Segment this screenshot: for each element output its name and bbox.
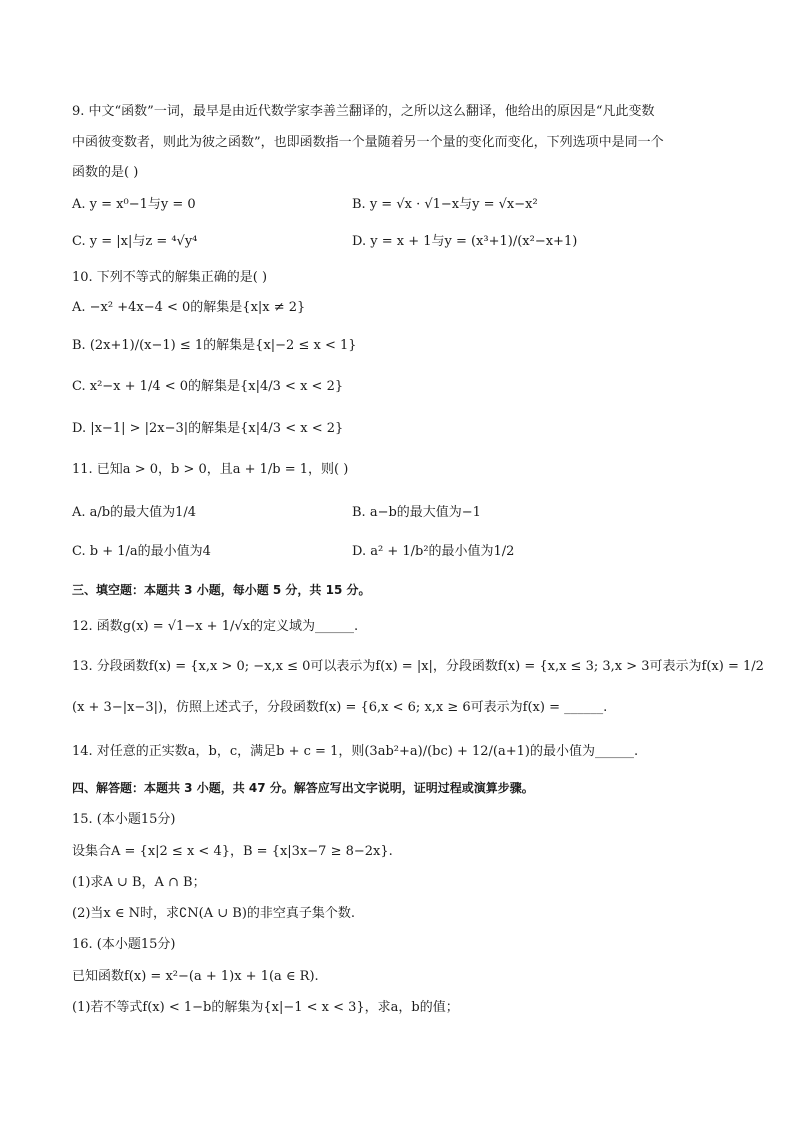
q15-head: 15. (本小题15分) — [72, 812, 176, 827]
q15-part2: (2)当x ∈ N时，求∁N(A ∪ B)的非空真子集个数. — [72, 906, 356, 921]
q9-option-b: B. y = √x · √1−x与y = √x−x² — [352, 197, 538, 212]
q13-line2: (x + 3−|x−3|)，仿照上述式子，分段函数f(x) = {6,x < 6; x,x ≥ 6可表示为f(x) = ______. — [72, 700, 608, 715]
q16-part1: (1)若不等式f(x) < 1−b的解集为{x|−1 < x < 3}，求a，b的值； — [72, 1000, 459, 1015]
q16-stem: 已知函数f(x) = x²−(a + 1)x + 1(a ∈ R). — [72, 969, 319, 984]
q12-text: 12. 函数g(x) = √1−x + 1/√x的定义域为______. — [72, 619, 359, 634]
q10-stem: 10. 下列不等式的解集正确的是( ) — [72, 270, 268, 285]
q10-option-c: C. x²−x + 1/4 < 0的解集是{x|4/3 < x < 2} — [72, 379, 344, 394]
q9-option-a: A. y = x⁰−1与y = 0 — [72, 197, 196, 212]
q16-head: 16. (本小题15分) — [72, 937, 176, 952]
q10-option-d: D. |x−1| > |2x−3|的解集是{x|4/3 < x < 2} — [72, 421, 344, 436]
section-solutions: 四、解答题：本题共 3 小题，共 47 分。解答应写出文字说明，证明过程或演算步骤。 — [72, 781, 534, 795]
q9-line2: 中函彼变数者，则此为彼之函数”，也即函数指一个量随着另一个量的变化而变化，下列选项中是同一个 — [72, 135, 664, 150]
q11-stem: 11. 已知a > 0，b > 0，且a + 1/b = 1，则( ) — [72, 462, 349, 477]
q10-option-b: B. (2x+1)/(x−1) ≤ 1的解集是{x|−2 ≤ x < 1} — [72, 338, 357, 353]
q11-option-c: C. b + 1/a的最小值为4 — [72, 544, 211, 559]
q15-stem: 设集合A = {x|2 ≤ x < 4}，B = {x|3x−7 ≥ 8−2x}. — [72, 844, 393, 859]
q9-option-d: D. y = x + 1与y = (x³+1)/(x²−x+1) — [352, 234, 578, 249]
section-fill-in: 三、填空题：本题共 3 小题，每小题 5 分，共 15 分。 — [72, 583, 371, 597]
q11-option-b: B. a−b的最大值为−1 — [352, 505, 481, 520]
q9-line1: 9. 中文“函数”一词，最早是由近代数学家李善兰翻译的，之所以这么翻译，他给出的原因是“凡此变数 — [72, 104, 655, 119]
q14-text: 14. 对任意的正实数a，b，c，满足b + c = 1，则(3ab²+a)/(bc) + 12/(a+1)的最小值为______. — [72, 744, 639, 759]
q10-option-a: A. −x² +4x−4 < 0的解集是{x|x ≠ 2} — [72, 300, 306, 315]
q11-option-a: A. a/b的最大值为1/4 — [72, 505, 197, 520]
q9-line3: 函数的是( ) — [72, 165, 139, 180]
q11-option-d: D. a² + 1/b²的最小值为1/2 — [352, 544, 515, 559]
q15-part1: (1)求A ∪ B，A ∩ B； — [72, 875, 206, 890]
q9-option-c: C. y = |x|与z = ⁴√y⁴ — [72, 234, 198, 249]
q13-line1: 13. 分段函数f(x) = {x,x > 0; −x,x ≤ 0可以表示为f(x) = |x|，分段函数f(x) = {x,x ≤ 3; 3,x > 3可表示为f(x) = 1/2 — [72, 659, 764, 674]
